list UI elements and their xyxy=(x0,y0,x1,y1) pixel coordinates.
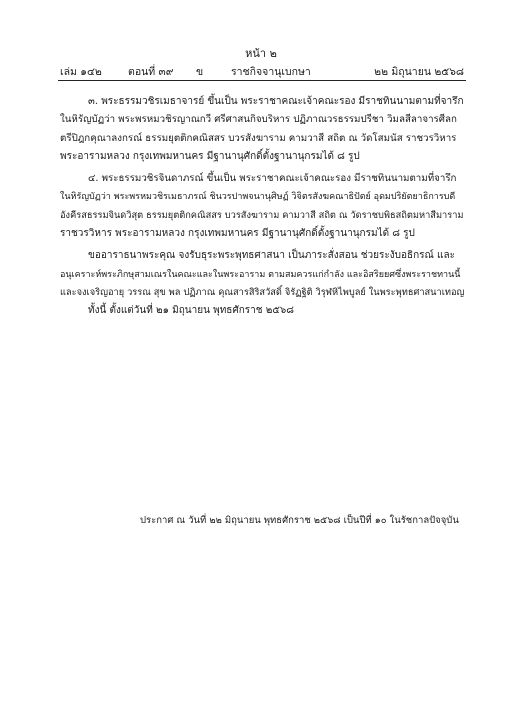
paragraph-item-4 xyxy=(60,170,464,243)
paragraph-line: พระอารามหลวง กรุงเทพมหานคร มีฐานานุศักดิ์ตั้งฐานานุกรมได้ ๘ รูป xyxy=(60,150,360,162)
paragraph-blessing xyxy=(60,247,464,320)
paragraph-line: และจงเจริญอายุ วรรณ สุข พล ปฏิภาณ คุณสารสิริสวัสดิ์ จิรัฏฐิติ วิรุฬหิไพบูลย์ ในพระพุทธศาสนาเทอญ xyxy=(60,286,464,298)
issue-date: ๒๒ มิถุนายน ๒๕๖๘ xyxy=(374,66,464,78)
paragraph-line: ราชวรวิหาร พระอารามหลวง กรุงเทพมหานคร มีฐานานุศักดิ์ตั้งฐานานุกรมได้ ๘ รูป xyxy=(60,228,415,240)
paragraph-line: ๓. พระธรรมวชิรเมธาจารย์ ขึ้นเป็น พระราชาคณะเจ้าคณะรอง มีราชทินนามตามที่จารึก xyxy=(88,96,464,107)
announcement-line: ประกาศ ณ วันที่ ๒๒ มิถุนายน พุทธศักราช ๒๕๖๘ เป็นปีที่ ๑๐ ในรัชกาลปัจจุบัน xyxy=(140,515,459,526)
volume-number: เล่ม ๑๔๒ xyxy=(60,66,102,78)
document-body xyxy=(60,93,464,321)
paragraph-line: ขออาราธนาพระคุณ จงรับธุระพระพุทธศาสนา เป็นภาระสั่งสอน ช่วยระงับอธิกรณ์ และ xyxy=(88,250,455,262)
page-number: หน้า ๒ xyxy=(245,47,277,60)
gazette-header xyxy=(60,63,464,77)
paragraph-line: ๔. พระธรรมวชิรจินดาภรณ์ ขึ้นเป็น พระราชาคณะเจ้าคณะรอง มีราชทินนามตามที่จารึก xyxy=(88,173,457,185)
effective-date-line: ทั้งนี้ ตั้งแต่วันที่ ๒๑ มิถุนายน พุทธศักราช ๒๕๖๘ xyxy=(88,305,294,317)
paragraph-line: ในหิรัญบัฏว่า พระพรหมวชิรญาณกวี ศรีศาสนกิจบริหาร ปฏิภาณวรธรรมปรีชา วิมลสีลาจารศีลก xyxy=(60,114,457,126)
section-letter: ข xyxy=(196,66,204,78)
paragraph-line: ในหิรัญบัฏว่า พระพรหมวชิรเมธาภรณ์ ชินวรปาพจนานุศิษฏ์ วิจิตรสังฆคณาธิปัตย์ อุดมปริยัตยาธิการบดี xyxy=(60,192,456,203)
header-divider xyxy=(58,80,466,81)
part-number: ตอนที่ ๓๙ xyxy=(128,66,174,78)
gazette-name: ราชกิจจานุเบกษา xyxy=(231,66,311,78)
paragraph-line: อังคีรสธรรมจินดวิสุต ธรรมยุตติกคณิสสร บวรสังฆาราม คามวาสี สถิต ณ วัดราชบพิธสถิตมหาสีมาราม xyxy=(60,209,464,221)
paragraph-line: อนุเคราะห์พระภิกษุสามเณรในคณะและในพระอาราม ตามสมควรแก่กำลัง และอิสริยยศซึ่งพระราชทานนี้ xyxy=(60,269,461,280)
paragraph-line: ตรีปิฎกคุณาลงกรณ์ ธรรมยุตติกคณิสสร บวรสังฆาราม คามวาสี สถิต ณ วัดโสมนัส ราชวรวิหาร xyxy=(60,132,457,144)
paragraph-item-3 xyxy=(60,93,464,166)
